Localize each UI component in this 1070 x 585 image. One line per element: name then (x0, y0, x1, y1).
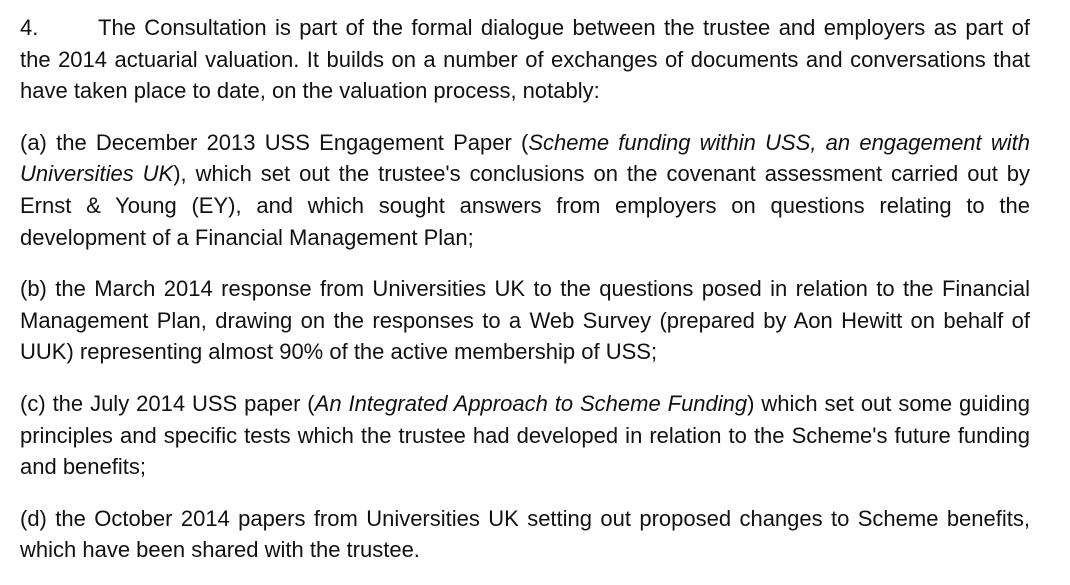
list-item-c (20, 388, 1030, 483)
list-item-b (20, 273, 1030, 368)
item-a-title: Scheme funding within USS, an engagement with Universities UK (20, 129, 1030, 187)
item-a-pre: (a) the December 2013 USS Engagement Paper ( (20, 129, 529, 155)
item-d-text: (d) the October 2014 papers from Universities UK setting out proposed changes to Scheme benefits, which have been shared with the trustee. (20, 505, 1030, 563)
item-b-text: (b) the March 2014 response from Universities UK to the questions posed in relation to the Financial Management Plan, drawing on the responses to a Web Survey (prepared by Aon Hewitt on behalf of UUK) representing almost 90% of the active membership of USS; (20, 276, 1030, 365)
item-c-title: An Integrated Approach to Scheme Funding (314, 390, 748, 416)
item-a-post: ), which set out the trustee's conclusions on the covenant assessment carried out by Ernst & Young (EY), and which sought answers from employers on questions relating to the development of a Financial Management Plan; (20, 161, 1030, 250)
item-c-post: ) which set out some guiding principles and specific tests which the trustee had developed in relation to the Scheme's future funding and benefits; (20, 390, 1030, 480)
item-c-pre: (c) the July 2014 USS paper ( (20, 390, 315, 416)
list-item-d (20, 503, 1030, 566)
list-item-a (20, 127, 1030, 253)
paragraph-4 (20, 12, 1030, 107)
paragraph-number: 4. (20, 15, 39, 40)
paragraph-text: The Consultation is part of the formal dialogue between the trustee and employers as part of the 2014 actuarial valuation. It builds on a number of exchanges of documents and conversations that have taken place to date, on the valuation process, notably: (20, 15, 1030, 104)
